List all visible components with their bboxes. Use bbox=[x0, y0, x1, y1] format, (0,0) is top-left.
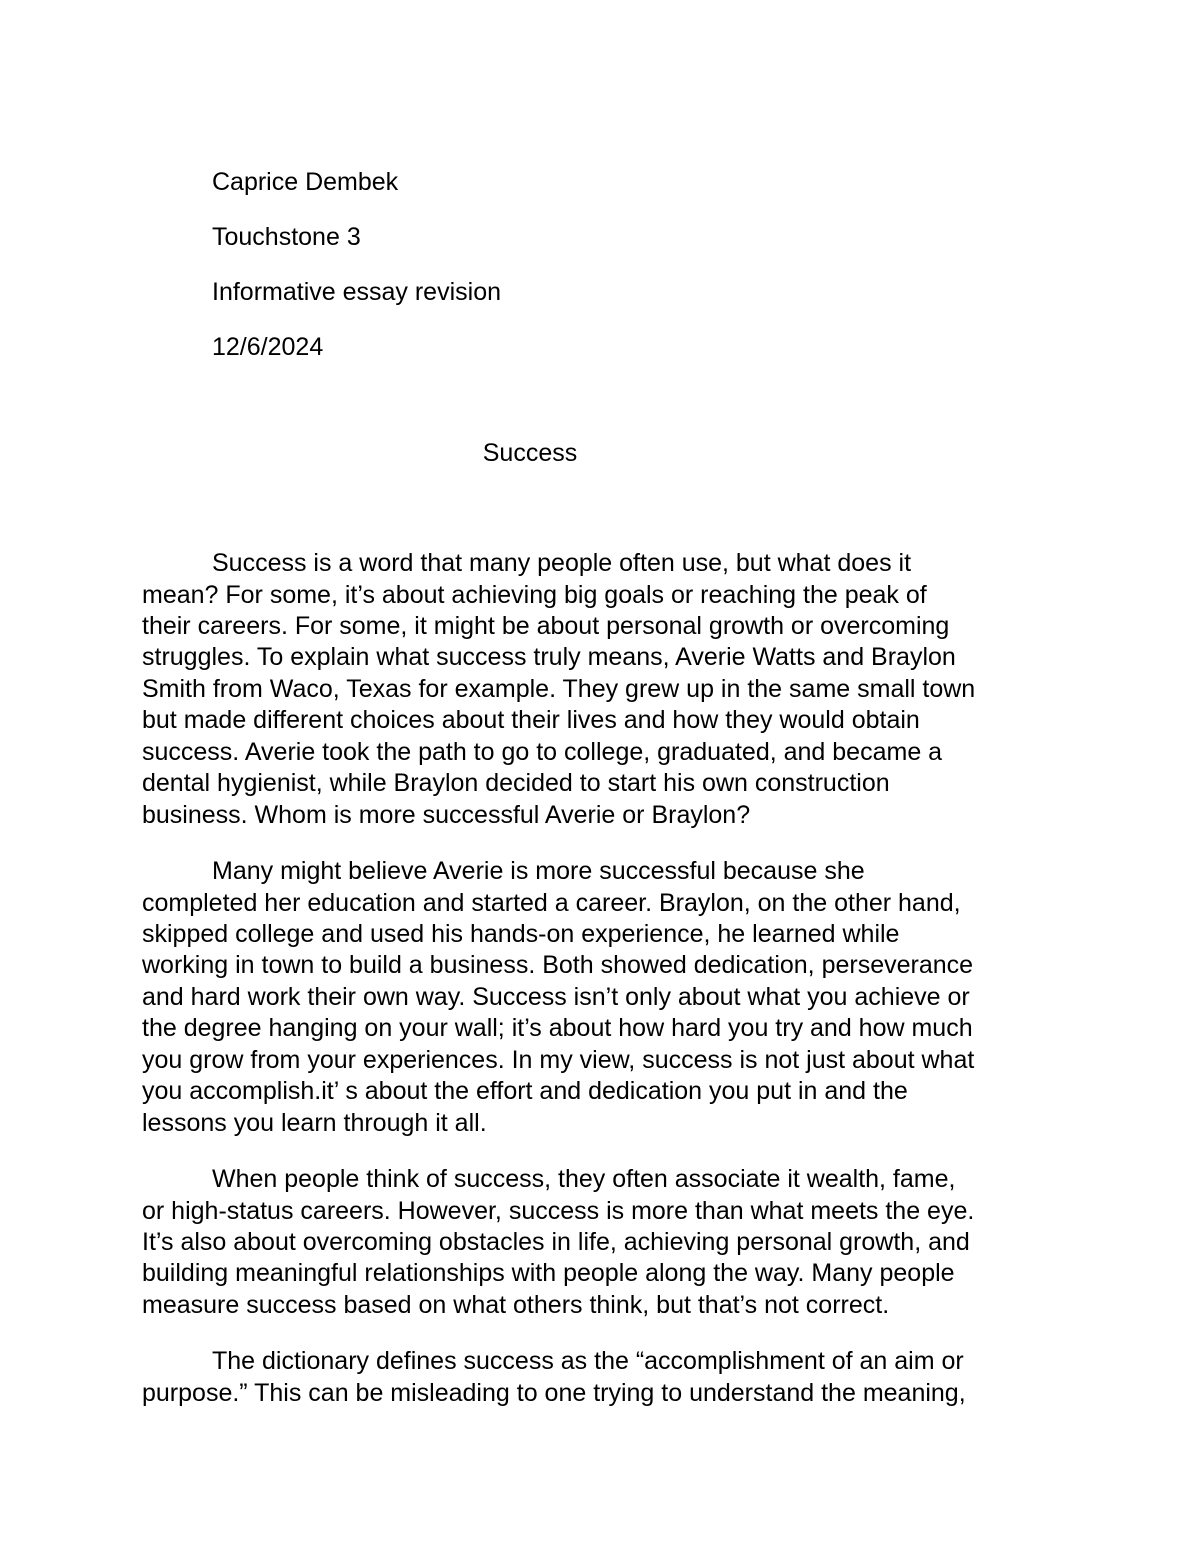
paragraph-line: you accomplish.it’ s about the effort and dedication you put in and the bbox=[142, 1077, 908, 1105]
paragraph-line: mean? For some, it’s about achieving big goals or reaching the peak of bbox=[142, 581, 927, 609]
paragraph-line: skipped college and used his hands-on experience, he learned while bbox=[142, 920, 900, 948]
paragraph-line: success. Averie took the path to go to college, graduated, and became a bbox=[142, 738, 943, 766]
paragraph-line: dental hygienist, while Braylon decided to start his own construction bbox=[142, 769, 890, 797]
paragraph-line: Success is a word that many people often use, but what does it bbox=[212, 549, 912, 577]
paragraph-line: Smith from Waco, Texas for example. They grew up in the same small town bbox=[142, 675, 976, 703]
paragraph-line: you grow from your experiences. In my view, success is not just about what bbox=[142, 1046, 975, 1074]
assignment-name: Informative essay revision bbox=[212, 278, 502, 306]
course-name: Touchstone 3 bbox=[212, 223, 361, 251]
paragraph-line: or high-status careers. However, success is more than what meets the eye. bbox=[142, 1197, 975, 1225]
paragraph-line: business. Whom is more successful Averie or Braylon? bbox=[142, 801, 751, 829]
paragraph-line: lessons you learn through it all. bbox=[142, 1109, 487, 1137]
paragraph-line: Many might believe Averie is more successful because she bbox=[212, 857, 865, 885]
paragraph-line: purpose.” This can be misleading to one trying to understand the meaning, bbox=[142, 1379, 966, 1407]
paragraph-line: and hard work their own way. Success isn’t only about what you achieve or bbox=[142, 983, 970, 1011]
paragraph-line: their careers. For some, it might be about personal growth or overcoming bbox=[142, 612, 950, 640]
paragraph-line: It’s also about overcoming obstacles in life, achieving personal growth, and bbox=[142, 1228, 970, 1256]
paragraph-line: completed her education and started a career. Braylon, on the other hand, bbox=[142, 889, 961, 917]
paragraph-line: but made different choices about their lives and how they would obtain bbox=[142, 706, 920, 734]
paragraph-line: the degree hanging on your wall; it’s about how hard you try and how much bbox=[142, 1014, 973, 1042]
paragraph-line: measure success based on what others think, but that’s not correct. bbox=[142, 1291, 890, 1319]
author-name: Caprice Dembek bbox=[212, 168, 399, 196]
paragraph-line: building meaningful relationships with people along the way. Many people bbox=[142, 1259, 955, 1287]
paragraph-line: The dictionary defines success as the “accomplishment of an aim or bbox=[212, 1347, 964, 1375]
paragraph-line: working in town to build a business. Both showed dedication, perseverance bbox=[142, 951, 974, 979]
paragraph-line: struggles. To explain what success truly means, Averie Watts and Braylon bbox=[142, 643, 956, 671]
essay-title: Success bbox=[482, 439, 578, 467]
document-date: 12/6/2024 bbox=[212, 333, 324, 361]
paragraph-line: When people think of success, they often associate it wealth, fame, bbox=[212, 1165, 956, 1193]
